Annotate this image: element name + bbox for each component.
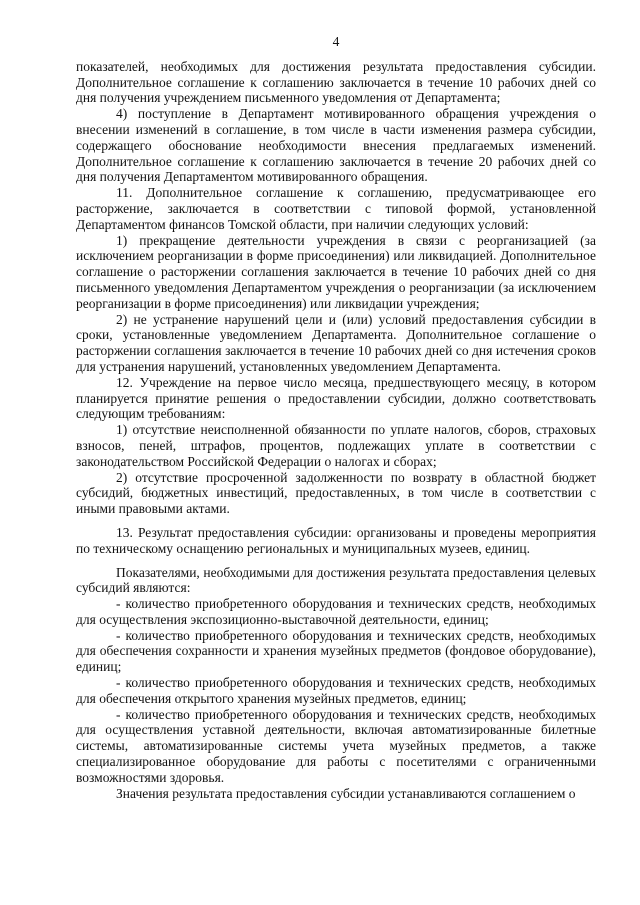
paragraph-indicator-2: - количество приобретенного оборудования и технических средств, необходимых для обеспечения сохранности и хранения музейных предметов (фондовое оборудование), единиц; [76,627,596,675]
paragraph-clause-12: 12. Учреждение на первое число месяца, предшествующего месяцу, в котором планируется принятие решения о предоставлении субсидии, должно соответствовать следующим требованиям: [76,374,596,422]
paragraph-clause-12-item-1: 1) отсутствие неисполненной обязанности по уплате налогов, сборов, страховых взносов, пеней, штрафов, процентов, подлежащих уплате в соответствии с законодательством Российской Федерации о налогах и сборах; [76,422,596,469]
paragraph-clause-13: 13. Результат предоставления субсидии: организованы и проведены мероприятия по техническому оснащению региональных и муниципальных музеев, единиц. [76,524,596,556]
paragraph-indicators-intro: Показателями, необходимыми для достижения результата предоставления целевых субсидий являются: [76,564,596,596]
paragraph-indicator-1: - количество приобретенного оборудования и технических средств, необходимых для осуществления экспозиционно-выставочной деятельности, единиц; [76,596,596,627]
paragraph-clause-11-item-1: 1) прекращение деятельности учреждения в связи с реорганизацией (за исключением реорганизации в форме присоединения) или ликвидацией. Дополнительное соглашение о расторжении соглашения заключается в течение 10 рабочих дней со дня письменного уведомления Департаментом учреждения о реорганизации (за исключением реорганизации в форме присоединения) или ликвидации учреждения; [76,232,596,311]
paragraph-indicator-4: - количество приобретенного оборудования и технических средств, необходимых для осуществления уставной деятельности, включая автоматизированные билетные системы, автоматизированные системы учета музейных предметов, а также специализированное оборудование для работы с посетителями с ограниченными возможностями здоровья. [76,706,596,785]
paragraph-item-4: 4) поступление в Департамент мотивированного обращения учреждения о внесении изменений в соглашение, в том числе в части изменения размера субсидии, содержащего обоснование необходимости внесения предлагаемых изменений. Дополнительное соглашение к соглашению заключается в течение 20 рабочих дней со дня получения Департаментом мотивированного обращения. [76,106,596,185]
paragraph-indicator-3: - количество приобретенного оборудования и технических средств, необходимых для обеспечения открытого хранения музейных предметов, единиц; [76,675,596,706]
paragraph-result-values: Значения результата предоставления субсидии устанавливаются соглашением о [116,785,576,801]
page-number: 4 [332,34,340,49]
paragraph-clause-11: 11. Дополнительное соглашение к соглашению, предусматривающее его расторжение, заключается в соответствии с типовой формой, установленной Департаментом финансов Томской области, при наличии следующих условий: [76,185,596,232]
paragraph-clause-12-item-2: 2) отсутствие просроченной задолженности по возврату в областной бюджет субсидий, бюджетных инвестиций, предоставленных, в том числе в соответствии с иными правовыми актами. [76,469,596,517]
paragraph-continuation: показателей, необходимых для достижения результата предоставления субсидии. Дополнительное соглашение к соглашению заключается в течение 10 рабочих дней со дня получения учреждением письменного уведомления от Департамента; [76,58,596,106]
paragraph-clause-11-item-2: 2) не устранение нарушений цели и (или) условий предоставления субсидии в сроки, установленные уведомлением Департамента. Дополнительное соглашение о расторжении соглашения заключается в течение 10 рабочих дней со дня истечения сроков для устранения нарушений, установленных уведомлением Департамента. [76,311,596,374]
